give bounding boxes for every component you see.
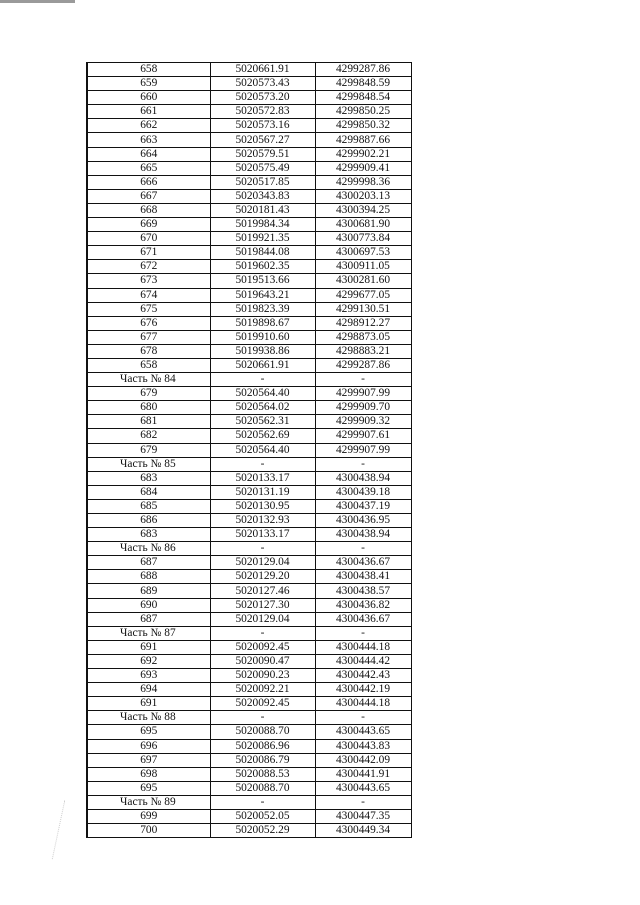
x-coordinate-cell: 5020086.79 — [210, 753, 315, 767]
y-coordinate-cell: 4300447.35 — [315, 809, 411, 823]
x-coordinate-cell: 5020129.04 — [210, 556, 315, 570]
x-coordinate-cell: 5020088.70 — [210, 781, 315, 795]
y-coordinate-cell: 4300436.95 — [315, 514, 411, 528]
point-number-cell: 681 — [87, 415, 210, 429]
y-coordinate-cell: 4298912.27 — [315, 316, 411, 330]
table-row — [87, 683, 411, 697]
coordinates-table-body — [87, 63, 411, 838]
table-row — [87, 330, 411, 344]
point-number-cell: 676 — [87, 316, 210, 330]
y-coordinate-cell: - — [315, 626, 411, 640]
x-coordinate-cell: 5020088.70 — [210, 725, 315, 739]
point-number-cell: 683 — [87, 471, 210, 485]
table-row — [87, 161, 411, 175]
table-row — [87, 598, 411, 612]
x-coordinate-cell: 5019823.39 — [210, 302, 315, 316]
table-row — [87, 499, 411, 513]
y-coordinate-cell: 4300443.65 — [315, 781, 411, 795]
table-row — [87, 218, 411, 232]
part-label-cell: Часть № 88 — [87, 711, 210, 725]
margin-scratch — [52, 800, 67, 859]
y-coordinate-cell: - — [315, 457, 411, 471]
x-coordinate-cell: 5019938.86 — [210, 344, 315, 358]
y-coordinate-cell: 4299287.86 — [315, 63, 411, 77]
y-coordinate-cell: 4299850.25 — [315, 105, 411, 119]
y-coordinate-cell: 4299677.05 — [315, 288, 411, 302]
x-coordinate-cell: - — [210, 457, 315, 471]
x-coordinate-cell: 5019984.34 — [210, 218, 315, 232]
x-coordinate-cell: 5020573.43 — [210, 77, 315, 91]
point-number-cell: 690 — [87, 598, 210, 612]
y-coordinate-cell: 4299130.51 — [315, 302, 411, 316]
table-row — [87, 471, 411, 485]
point-number-cell: 688 — [87, 570, 210, 584]
y-coordinate-cell: 4300438.41 — [315, 570, 411, 584]
point-number-cell: 696 — [87, 739, 210, 753]
point-number-cell: 658 — [87, 63, 210, 77]
x-coordinate-cell: 5019910.60 — [210, 330, 315, 344]
table-row — [87, 133, 411, 147]
part-header-row — [87, 542, 411, 556]
table-row — [87, 781, 411, 795]
table-row — [87, 485, 411, 499]
y-coordinate-cell: 4300442.43 — [315, 669, 411, 683]
point-number-cell: 665 — [87, 161, 210, 175]
x-coordinate-cell: - — [210, 542, 315, 556]
y-coordinate-cell: 4300439.18 — [315, 485, 411, 499]
x-coordinate-cell: 5020573.20 — [210, 91, 315, 105]
table-row — [87, 514, 411, 528]
point-number-cell: 691 — [87, 640, 210, 654]
x-coordinate-cell: 5020090.23 — [210, 669, 315, 683]
table-row — [87, 246, 411, 260]
x-coordinate-cell: 5020052.05 — [210, 809, 315, 823]
point-number-cell: 683 — [87, 528, 210, 542]
x-coordinate-cell: 5020092.45 — [210, 697, 315, 711]
x-coordinate-cell: 5020133.17 — [210, 471, 315, 485]
x-coordinate-cell: 5019898.67 — [210, 316, 315, 330]
point-number-cell: 658 — [87, 358, 210, 372]
table-row — [87, 316, 411, 330]
y-coordinate-cell: 4300394.25 — [315, 203, 411, 217]
y-coordinate-cell: 4300437.19 — [315, 499, 411, 513]
point-number-cell: 679 — [87, 387, 210, 401]
point-number-cell: 675 — [87, 302, 210, 316]
table-row — [87, 809, 411, 823]
y-coordinate-cell: 4300436.82 — [315, 598, 411, 612]
y-coordinate-cell: - — [315, 795, 411, 809]
part-header-row — [87, 373, 411, 387]
x-coordinate-cell: 5020572.83 — [210, 105, 315, 119]
point-number-cell: 670 — [87, 232, 210, 246]
x-coordinate-cell: 5020086.96 — [210, 739, 315, 753]
table-row — [87, 570, 411, 584]
part-header-row — [87, 711, 411, 725]
table-row — [87, 358, 411, 372]
part-label-cell: Часть № 84 — [87, 373, 210, 387]
table-row — [87, 415, 411, 429]
table-row — [87, 302, 411, 316]
point-number-cell: 687 — [87, 556, 210, 570]
y-coordinate-cell: 4299907.99 — [315, 443, 411, 457]
x-coordinate-cell: 5019602.35 — [210, 260, 315, 274]
y-coordinate-cell: 4299909.41 — [315, 161, 411, 175]
coordinates-table-container — [86, 62, 410, 838]
table-row — [87, 528, 411, 542]
y-coordinate-cell: 4300444.18 — [315, 697, 411, 711]
x-coordinate-cell: 5020131.19 — [210, 485, 315, 499]
y-coordinate-cell: 4300442.09 — [315, 753, 411, 767]
point-number-cell: 682 — [87, 429, 210, 443]
point-number-cell: 698 — [87, 767, 210, 781]
y-coordinate-cell: 4300442.19 — [315, 683, 411, 697]
point-number-cell: 659 — [87, 77, 210, 91]
y-coordinate-cell: - — [315, 711, 411, 725]
table-row — [87, 401, 411, 415]
table-row — [87, 767, 411, 781]
table-row — [87, 654, 411, 668]
x-coordinate-cell: - — [210, 711, 315, 725]
part-header-row — [87, 626, 411, 640]
y-coordinate-cell: 4300438.57 — [315, 584, 411, 598]
table-row — [87, 344, 411, 358]
x-coordinate-cell: 5019844.08 — [210, 246, 315, 260]
table-row — [87, 203, 411, 217]
x-coordinate-cell: 5020092.21 — [210, 683, 315, 697]
x-coordinate-cell: 5020088.53 — [210, 767, 315, 781]
table-row — [87, 63, 411, 77]
point-number-cell: 679 — [87, 443, 210, 457]
point-number-cell: 674 — [87, 288, 210, 302]
point-number-cell: 660 — [87, 91, 210, 105]
point-number-cell: 685 — [87, 499, 210, 513]
table-row — [87, 824, 411, 838]
y-coordinate-cell: 4298883.21 — [315, 344, 411, 358]
y-coordinate-cell: - — [315, 373, 411, 387]
table-row — [87, 288, 411, 302]
x-coordinate-cell: 5020661.91 — [210, 63, 315, 77]
table-row — [87, 443, 411, 457]
table-row — [87, 753, 411, 767]
y-coordinate-cell: 4300444.42 — [315, 654, 411, 668]
y-coordinate-cell: 4300443.65 — [315, 725, 411, 739]
table-row — [87, 429, 411, 443]
y-coordinate-cell: 4299848.59 — [315, 77, 411, 91]
point-number-cell: 668 — [87, 203, 210, 217]
point-number-cell: 661 — [87, 105, 210, 119]
x-coordinate-cell: 5020661.91 — [210, 358, 315, 372]
point-number-cell: 667 — [87, 189, 210, 203]
x-coordinate-cell: 5020133.17 — [210, 528, 315, 542]
table-row — [87, 119, 411, 133]
point-number-cell: 693 — [87, 669, 210, 683]
x-coordinate-cell: 5020127.46 — [210, 584, 315, 598]
table-row — [87, 189, 411, 203]
table-row — [87, 584, 411, 598]
table-row — [87, 91, 411, 105]
y-coordinate-cell: 4299850.32 — [315, 119, 411, 133]
y-coordinate-cell: 4300443.83 — [315, 739, 411, 753]
y-coordinate-cell: - — [315, 542, 411, 556]
table-row — [87, 612, 411, 626]
point-number-cell: 700 — [87, 824, 210, 838]
point-number-cell: 666 — [87, 175, 210, 189]
x-coordinate-cell: 5020132.93 — [210, 514, 315, 528]
y-coordinate-cell: 4299902.21 — [315, 147, 411, 161]
part-label-cell: Часть № 87 — [87, 626, 210, 640]
table-row — [87, 697, 411, 711]
x-coordinate-cell: 5020181.43 — [210, 203, 315, 217]
x-coordinate-cell: 5020127.30 — [210, 598, 315, 612]
x-coordinate-cell: 5019643.21 — [210, 288, 315, 302]
point-number-cell: 680 — [87, 401, 210, 415]
x-coordinate-cell: - — [210, 795, 315, 809]
point-number-cell: 694 — [87, 683, 210, 697]
y-coordinate-cell: 4300449.34 — [315, 824, 411, 838]
part-label-cell: Часть № 85 — [87, 457, 210, 471]
x-coordinate-cell: 5020575.49 — [210, 161, 315, 175]
table-row — [87, 669, 411, 683]
table-row — [87, 274, 411, 288]
y-coordinate-cell: 4299287.86 — [315, 358, 411, 372]
y-coordinate-cell: 4300911.05 — [315, 260, 411, 274]
x-coordinate-cell: 5019513.66 — [210, 274, 315, 288]
y-coordinate-cell: 4299998.36 — [315, 175, 411, 189]
table-row — [87, 175, 411, 189]
point-number-cell: 672 — [87, 260, 210, 274]
x-coordinate-cell: 5020567.27 — [210, 133, 315, 147]
point-number-cell: 677 — [87, 330, 210, 344]
y-coordinate-cell: 4300281.60 — [315, 274, 411, 288]
part-header-row — [87, 795, 411, 809]
table-row — [87, 77, 411, 91]
point-number-cell: 684 — [87, 485, 210, 499]
point-number-cell: 678 — [87, 344, 210, 358]
point-number-cell: 673 — [87, 274, 210, 288]
y-coordinate-cell: 4300438.94 — [315, 528, 411, 542]
x-coordinate-cell: 5020092.45 — [210, 640, 315, 654]
x-coordinate-cell: 5020564.02 — [210, 401, 315, 415]
y-coordinate-cell: 4299848.54 — [315, 91, 411, 105]
y-coordinate-cell: 4299907.99 — [315, 387, 411, 401]
x-coordinate-cell: 5020090.47 — [210, 654, 315, 668]
point-number-cell: 697 — [87, 753, 210, 767]
table-row — [87, 232, 411, 246]
y-coordinate-cell: 4300441.91 — [315, 767, 411, 781]
point-number-cell: 699 — [87, 809, 210, 823]
x-coordinate-cell: 5020562.69 — [210, 429, 315, 443]
point-number-cell: 695 — [87, 725, 210, 739]
part-label-cell: Часть № 89 — [87, 795, 210, 809]
table-row — [87, 739, 411, 753]
point-number-cell: 691 — [87, 697, 210, 711]
point-number-cell: 686 — [87, 514, 210, 528]
y-coordinate-cell: 4299909.32 — [315, 415, 411, 429]
y-coordinate-cell: 4300436.67 — [315, 556, 411, 570]
y-coordinate-cell: 4300438.94 — [315, 471, 411, 485]
table-row — [87, 260, 411, 274]
y-coordinate-cell: 4300444.18 — [315, 640, 411, 654]
coordinates-table — [86, 62, 412, 838]
y-coordinate-cell: 4300697.53 — [315, 246, 411, 260]
scan-edge-mark — [0, 0, 75, 3]
y-coordinate-cell: 4300681.90 — [315, 218, 411, 232]
table-row — [87, 556, 411, 570]
point-number-cell: 662 — [87, 119, 210, 133]
point-number-cell: 664 — [87, 147, 210, 161]
part-label-cell: Часть № 86 — [87, 542, 210, 556]
x-coordinate-cell: - — [210, 373, 315, 387]
table-row — [87, 105, 411, 119]
x-coordinate-cell: 5020573.16 — [210, 119, 315, 133]
point-number-cell: 671 — [87, 246, 210, 260]
x-coordinate-cell: 5020052.29 — [210, 824, 315, 838]
table-row — [87, 725, 411, 739]
point-number-cell: 692 — [87, 654, 210, 668]
x-coordinate-cell: 5020564.40 — [210, 443, 315, 457]
x-coordinate-cell: - — [210, 626, 315, 640]
x-coordinate-cell: 5020517.85 — [210, 175, 315, 189]
x-coordinate-cell: 5020129.20 — [210, 570, 315, 584]
x-coordinate-cell: 5020562.31 — [210, 415, 315, 429]
table-row — [87, 387, 411, 401]
point-number-cell: 669 — [87, 218, 210, 232]
point-number-cell: 695 — [87, 781, 210, 795]
point-number-cell: 687 — [87, 612, 210, 626]
y-coordinate-cell: 4298873.05 — [315, 330, 411, 344]
part-header-row — [87, 457, 411, 471]
y-coordinate-cell: 4299887.66 — [315, 133, 411, 147]
table-row — [87, 640, 411, 654]
point-number-cell: 663 — [87, 133, 210, 147]
x-coordinate-cell: 5020564.40 — [210, 387, 315, 401]
y-coordinate-cell: 4300203.13 — [315, 189, 411, 203]
y-coordinate-cell: 4300773.84 — [315, 232, 411, 246]
x-coordinate-cell: 5020130.95 — [210, 499, 315, 513]
y-coordinate-cell: 4299909.70 — [315, 401, 411, 415]
table-row — [87, 147, 411, 161]
x-coordinate-cell: 5019921.35 — [210, 232, 315, 246]
x-coordinate-cell: 5020129.04 — [210, 612, 315, 626]
y-coordinate-cell: 4300436.67 — [315, 612, 411, 626]
x-coordinate-cell: 5020343.83 — [210, 189, 315, 203]
y-coordinate-cell: 4299907.61 — [315, 429, 411, 443]
point-number-cell: 689 — [87, 584, 210, 598]
x-coordinate-cell: 5020579.51 — [210, 147, 315, 161]
